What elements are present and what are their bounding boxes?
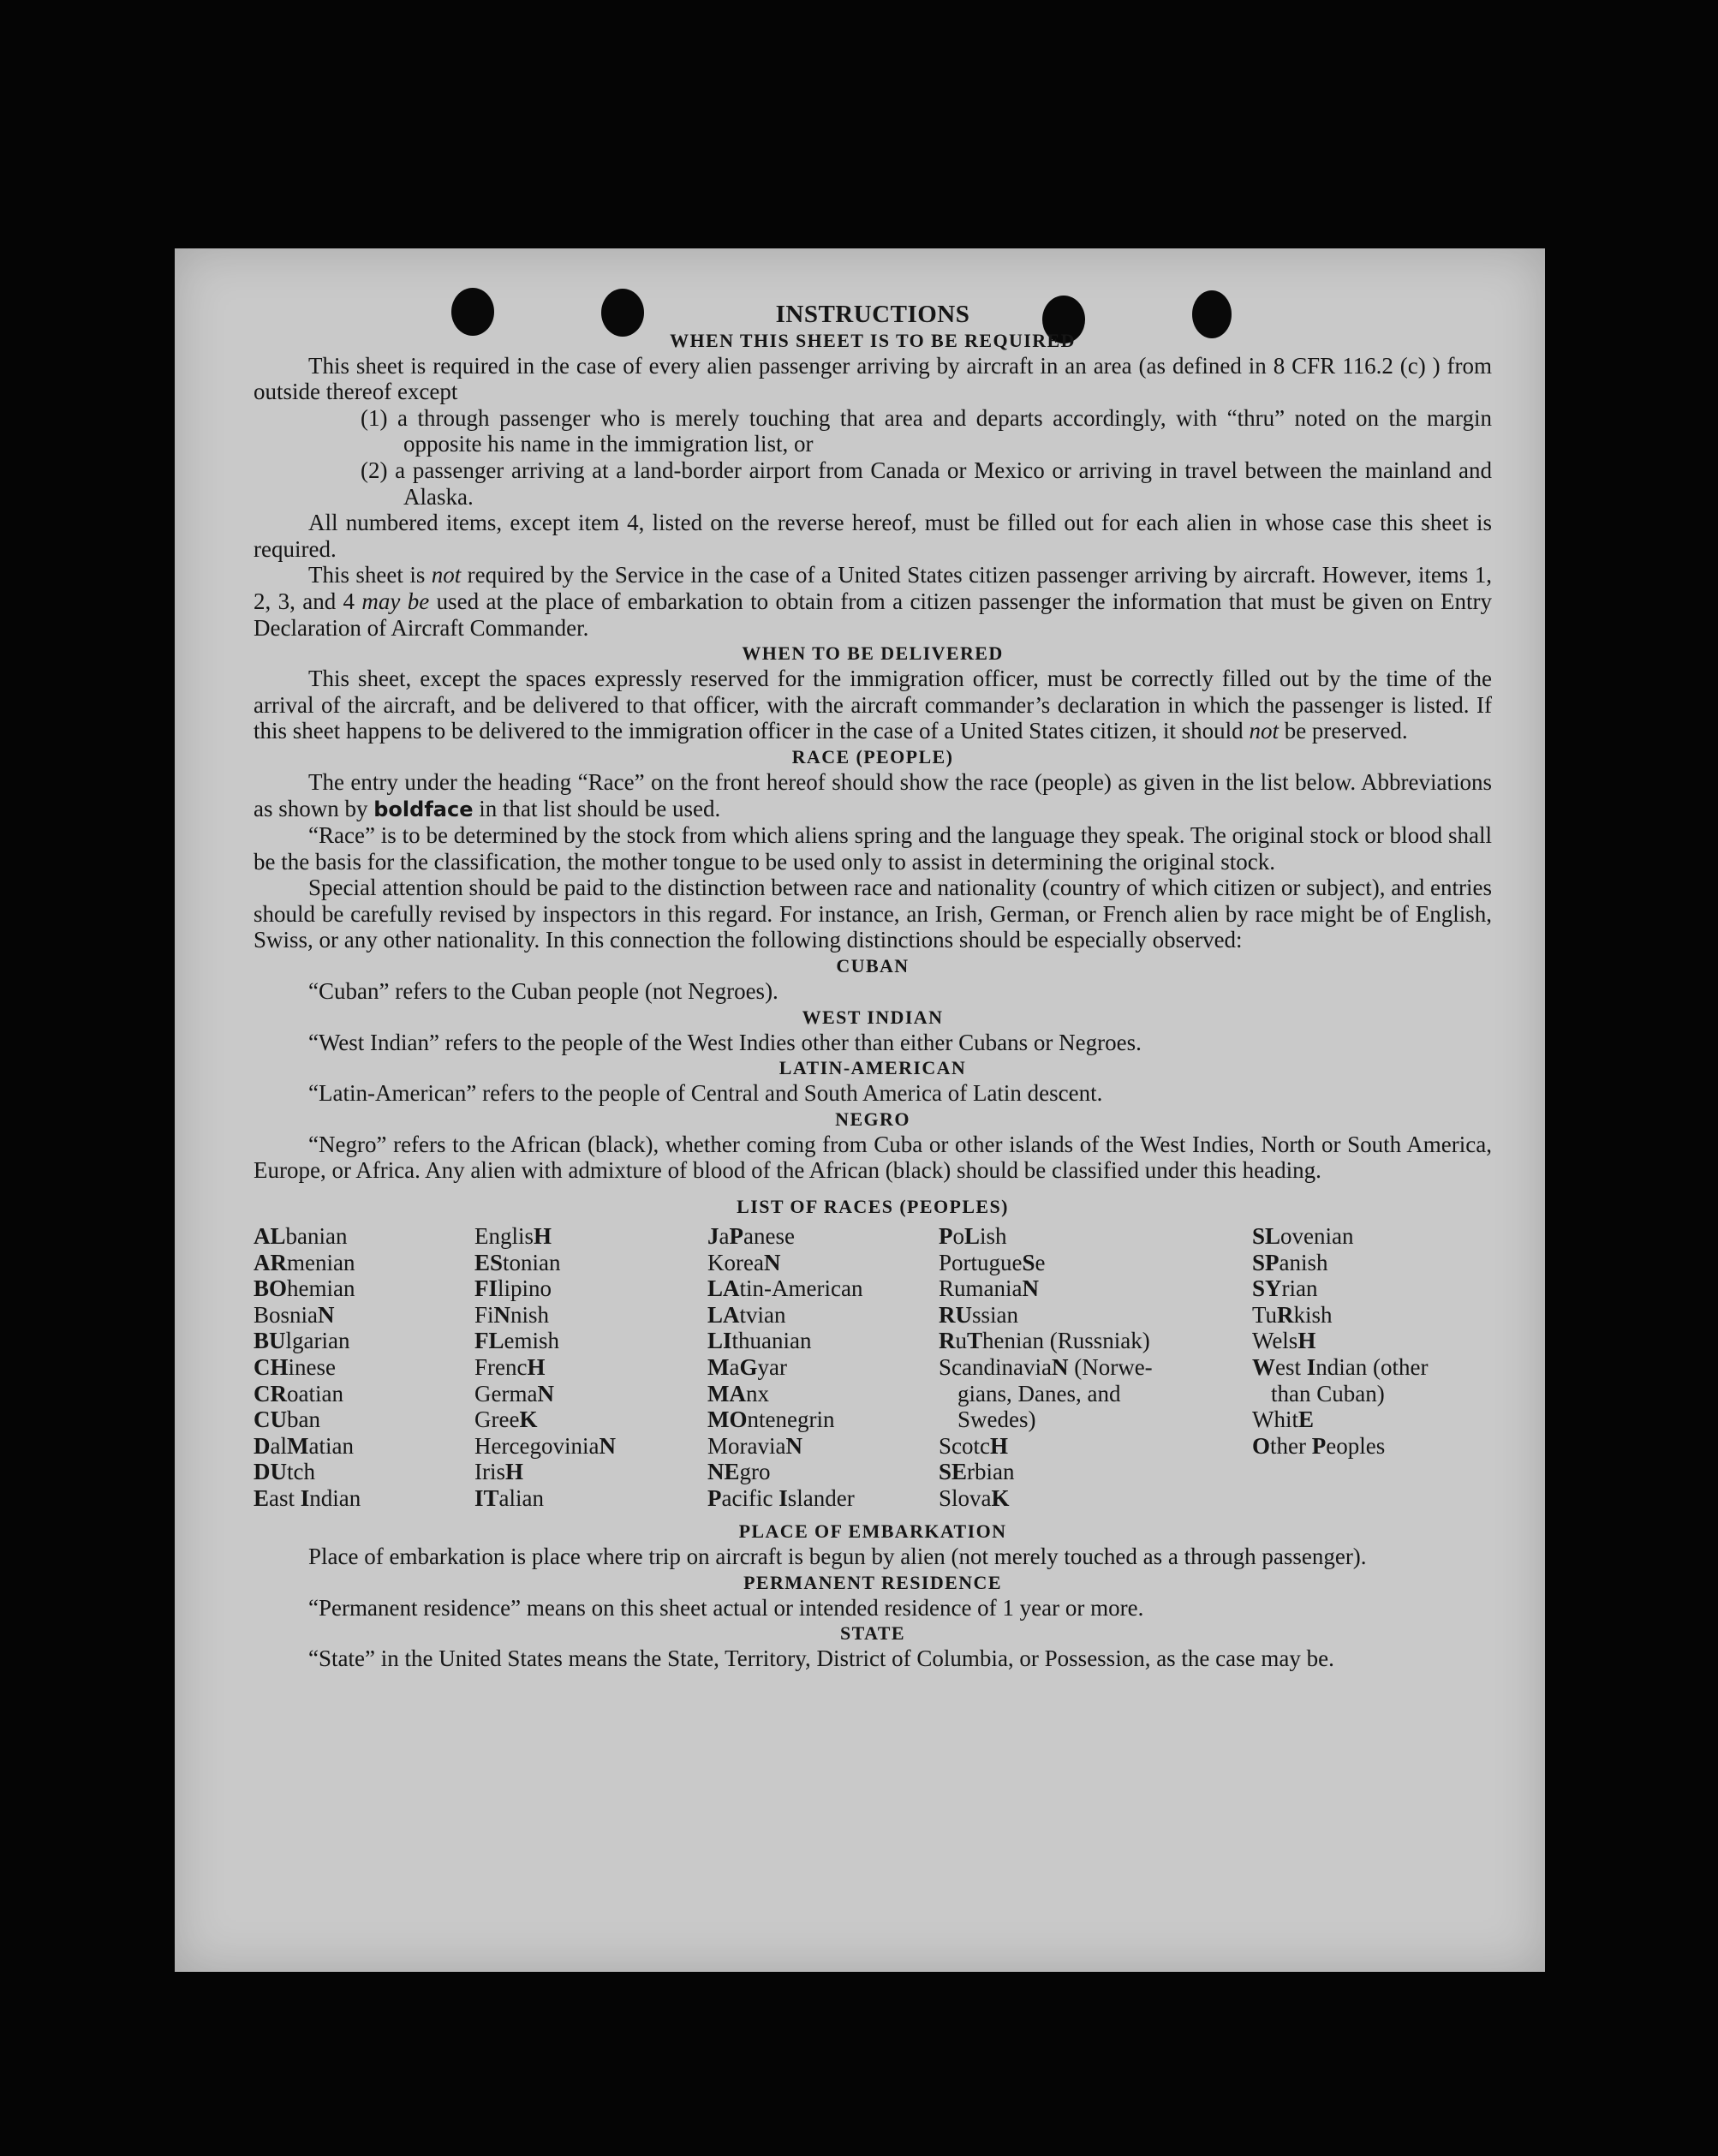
race-entry: SLovenian (1252, 1223, 1354, 1250)
heading-residence: PERMANENT RESIDENCE (743, 1571, 1002, 1593)
paragraph-west-indian: “West Indian” refers to the people of the West Indies other than either Cubans or Negroes. (308, 1029, 1142, 1055)
race-entry: MaGyar (707, 1354, 787, 1380)
race-entry: FLemish (474, 1328, 560, 1354)
race-entry: GreeK (474, 1406, 538, 1433)
heading-negro: NEGRO (835, 1108, 910, 1130)
race-entry: SPanish (1252, 1249, 1328, 1275)
paragraph-citizen: This sheet is not required by the Service in the case of a United States citizen passenger arriving by aircraft. However, items 1, 2, 3, and 4 may be used at the place of embarkation to obtain from a citizen passenger the information that must be given on Entry Declaration of Aircraft Commander. (254, 562, 1493, 641)
race-entry: SYrian (1252, 1275, 1318, 1302)
race-entry: Pacific Islander (707, 1484, 855, 1511)
exception-item-1: (1) a through passenger who is merely touching that area and departs accordingly, with “thru” noted on the margin opposite his name in the immigration list, or (361, 404, 1492, 457)
race-entry: PoLish (939, 1223, 1007, 1250)
race-entry: East Indian (254, 1484, 361, 1511)
race-entry: FiNnish (474, 1301, 550, 1328)
race-entry: SErbian (939, 1459, 1015, 1485)
race-entry: RUssian (939, 1301, 1018, 1328)
paragraph-delivered: This sheet, except the spaces expressly reserved for the immigration officer, must be correctly filled out by the time of the arrival of the aircraft, and be delivered to that officer, with the aircraft commander’s declaration in which the passenger is listed. If this sheet happens to be delivered to the immigration officer in the case of a United States citizen, it should not be preserved. (254, 666, 1492, 744)
race-column (939, 1223, 1153, 1512)
heading-cuban: CUBAN (836, 955, 910, 977)
race-entry: RumaniaN (939, 1275, 1039, 1302)
race-entry: JaPanese (707, 1223, 795, 1250)
race-column (474, 1223, 616, 1512)
heading-embarkation: PLACE OF EMBARKATION (738, 1520, 1007, 1543)
race-entry: LAtvian (707, 1301, 786, 1328)
race-entry: ALbanian (254, 1223, 348, 1250)
heading-state: STATE (840, 1622, 905, 1645)
race-entry: RuThenian (Russniak) (939, 1328, 1150, 1354)
race-entry: LIthuanian (707, 1328, 812, 1354)
race-entry: DUtch (254, 1459, 315, 1485)
race-entry: Swedes) (957, 1406, 1036, 1433)
race-entry: than Cuban) (1271, 1380, 1385, 1406)
paragraph-latin-american: “Latin-American” refers to the people of Central and South America of Latin descent. (308, 1080, 1103, 1107)
paragraph-residence: “Permanent residence” means on this sheet actual or intended residence of 1 year or more. (308, 1594, 1144, 1621)
race-entry: TuRkish (1252, 1301, 1333, 1328)
race-entry: CUban (254, 1406, 320, 1433)
race-entry: WelsH (1252, 1328, 1316, 1354)
paragraph-race-stock: “Race” is to be determined by the stock from which aliens spring and the language they speak. The original stock or blood shall be the basis for the classification, the mother tongue to be used only to assist in determining the original stock. (254, 822, 1492, 875)
race-entry: ARmenian (254, 1249, 355, 1275)
race-entry: GermaN (474, 1380, 554, 1406)
race-entry: NEgro (707, 1459, 771, 1485)
race-column (254, 1223, 361, 1512)
race-entry: BOhemian (254, 1275, 355, 1302)
race-entry: SlovaK (939, 1484, 1010, 1511)
race-entry: IrisH (474, 1459, 524, 1485)
page-title: INSTRUCTIONS (775, 301, 970, 328)
race-entry: BUlgarian (254, 1328, 350, 1354)
race-entry: HercegoviniaN (474, 1432, 616, 1459)
race-entry: KoreaN (707, 1249, 781, 1275)
race-entry: Other Peoples (1252, 1432, 1386, 1459)
race-entry: PortugueSe (939, 1249, 1046, 1275)
heading-race: RACE (PEOPLE) (791, 745, 954, 767)
race-entry: gians, Danes, and (957, 1380, 1121, 1406)
race-entry: West Indian (other (1252, 1354, 1429, 1380)
race-entry: CHinese (254, 1354, 336, 1380)
paragraph-required: This sheet is required in the case of every alien passenger arriving by aircraft in an area (as defined in 8 CFR 116.2 (c) ) from outside thereof except (254, 352, 1492, 405)
race-entry: ScandinaviaN (Norwe- (939, 1354, 1153, 1380)
race-entry: LAtin-American (707, 1275, 863, 1302)
race-entry: EStonian (474, 1249, 561, 1275)
paragraph-race-nationality: Special attention should be paid to the distinction between race and nationality (country of which citizen or subject), and entries should be carefully revised by inspectors in this regard. For instance, an Irish, German, or French alien by race might be of English, Swiss, or any other nationality. In this connection the following distinctions should be especially observed: (254, 875, 1492, 953)
race-entry: MoraviaN (707, 1432, 802, 1459)
heading-when-required: WHEN THIS SHEET IS TO BE REQUIRED (670, 329, 1076, 351)
race-list (254, 1223, 1492, 1519)
instruction-sheet (175, 248, 1545, 1972)
heading-latin-american: LATIN-AMERICAN (778, 1057, 967, 1079)
race-entry: EnglisH (474, 1223, 552, 1250)
race-column (1252, 1223, 1428, 1459)
race-entry: CRoatian (254, 1380, 343, 1406)
paragraph-embarkation: Place of embarkation is place where trip on aircraft is begun by alien (not merely touched as a through passenger). (308, 1544, 1367, 1570)
heading-west-indian: WEST INDIAN (802, 1006, 944, 1028)
paragraph-state: “State” in the United States means the State, Territory, District of Columbia, or Possession, as the case may be. (308, 1645, 1334, 1672)
race-entry: DalMatian (254, 1432, 354, 1459)
paragraph-cuban: “Cuban” refers to the Cuban people (not Negroes). (308, 978, 778, 1005)
exception-item-2: (2) a passenger arriving at a land-border airport from Canada or Mexico or arriving in travel between the mainland and Alaska. (361, 457, 1492, 510)
race-entry: MOntenegrin (707, 1406, 835, 1433)
document-body (254, 302, 1492, 1672)
race-entry: MAnx (707, 1380, 769, 1406)
race-entry: WhitE (1252, 1406, 1315, 1433)
race-entry: ITalian (474, 1484, 545, 1511)
race-entry: ScotcH (939, 1432, 1009, 1459)
paragraph-numbered-items: All numbered items, except item 4, listed on the reverse hereof, must be filled out for each alien in whose case this sheet is required. (254, 510, 1492, 562)
race-column (707, 1223, 862, 1512)
heading-list-of-races: LIST OF RACES (PEOPLES) (737, 1196, 1009, 1218)
race-entry: FrencH (474, 1354, 546, 1380)
race-entry: BosniaN (254, 1301, 335, 1328)
race-entry: FIlipino (474, 1275, 552, 1302)
heading-when-delivered: WHEN TO BE DELIVERED (742, 642, 1004, 665)
paragraph-negro: “Negro” refers to the African (black), whether coming from Cuba or other islands of the West Indies, North or South America, Europe, or Africa. Any alien with admixture of blood of the African (black) should be classified under this heading. (254, 1131, 1492, 1184)
paragraph-race-entry: The entry under the heading “Race” on the front hereof should show the race (people) as given in the list below. Abbreviations as shown by boldface in that list should be used. (254, 768, 1492, 821)
